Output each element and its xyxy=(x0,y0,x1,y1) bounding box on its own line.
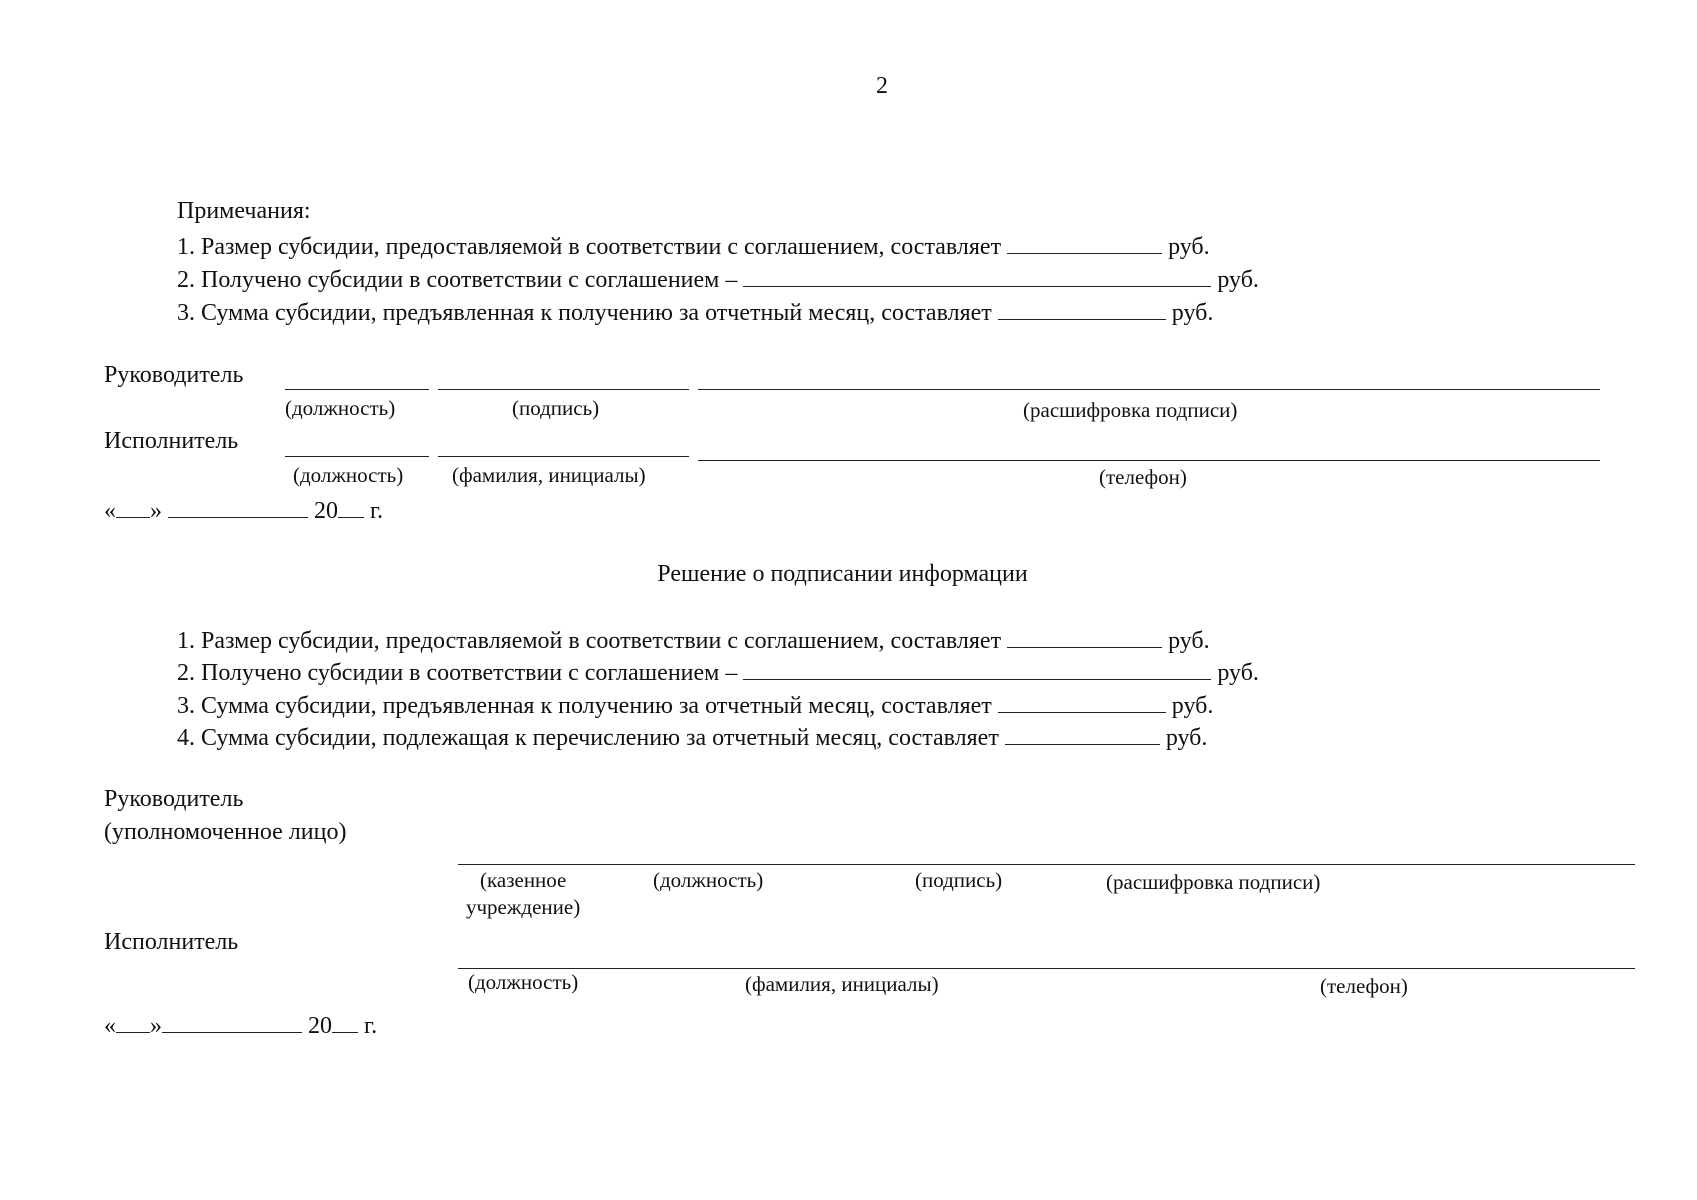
head-signature-line-top[interactable] xyxy=(438,389,689,390)
decision-item-4 xyxy=(177,722,1207,752)
head-position-line-top[interactable] xyxy=(285,389,429,390)
date-bottom-day-blank[interactable] xyxy=(116,1010,150,1033)
decision-item-3-text: 3. Сумма субсидии, предъявленная к получению за отчетный месяц, составляет xyxy=(177,693,992,719)
date-bottom-year-suffix: г. xyxy=(364,1013,378,1039)
notes-item-1-text: 1. Размер субсидии, предоставляемой в соответствии с соглашением, составляет xyxy=(177,234,1002,260)
decision-item-4-unit: руб. xyxy=(1165,725,1208,751)
decision-item-1 xyxy=(177,625,1210,655)
executor-caption-phone-bottom: (телефон) xyxy=(1320,974,1408,998)
executor-name-line-top[interactable] xyxy=(438,456,689,457)
notes-item-2-unit: руб. xyxy=(1217,267,1259,293)
head-caption-institution-bottom: (казенное xyxy=(480,868,567,892)
date-top xyxy=(104,495,383,525)
decision-item-2 xyxy=(177,657,1259,687)
decision-item-1-blank[interactable] xyxy=(1007,625,1162,648)
head-caption-signature-bottom: (подпись) xyxy=(915,868,1003,892)
decision-item-3-blank[interactable] xyxy=(998,690,1166,713)
decision-item-4-blank[interactable] xyxy=(1005,722,1160,745)
head-label-top: Руководитель xyxy=(104,362,244,388)
decision-item-1-text: 1. Размер субсидии, предоставляемой в соответствии с соглашением, составляет xyxy=(177,628,1002,654)
executor-label-top: Исполнитель xyxy=(104,428,239,454)
notes-item-3-unit: руб. xyxy=(1171,300,1214,326)
date-top-close: » xyxy=(150,498,162,524)
notes-item-3-text: 3. Сумма субсидии, предъявленная к получению за отчетный месяц, составляет xyxy=(177,300,992,326)
executor-position-line-top[interactable] xyxy=(285,456,429,457)
notes-item-1 xyxy=(177,231,1210,261)
decision-item-2-text: 2. Получено субсидии в соответствии с соглашением – xyxy=(177,660,738,686)
head-caption-decoding-top: (расшифровка подписи) xyxy=(1023,398,1238,422)
date-top-month-blank[interactable] xyxy=(168,495,308,518)
decision-item-3 xyxy=(177,690,1213,720)
head-label-bottom: Руководитель xyxy=(104,786,244,812)
date-top-year-blank[interactable] xyxy=(338,495,364,518)
executor-caption-position-top: (должность) xyxy=(293,463,404,487)
notes-title: Примечания: xyxy=(177,198,311,224)
executor-caption-name-bottom: (фамилия, инициалы) xyxy=(745,972,939,996)
date-bottom-year-blank[interactable] xyxy=(332,1010,358,1033)
notes-item-3-blank[interactable] xyxy=(998,297,1166,320)
notes-item-1-unit: руб. xyxy=(1168,234,1210,260)
head-caption-position-bottom: (должность) xyxy=(653,868,764,892)
date-bottom-year-prefix: 20 xyxy=(308,1013,332,1039)
decision-item-2-blank[interactable] xyxy=(743,657,1211,680)
decision-item-2-unit: руб. xyxy=(1217,660,1259,686)
date-top-year-suffix: г. xyxy=(370,498,384,524)
notes-item-2-text: 2. Получено субсидии в соответствии с соглашением – xyxy=(177,267,738,293)
executor-caption-phone-top: (телефон) xyxy=(1099,465,1187,489)
decision-item-1-unit: руб. xyxy=(1168,628,1210,654)
head-caption-decoding-bottom: (расшифровка подписи) xyxy=(1106,870,1321,894)
date-bottom xyxy=(104,1010,377,1040)
decision-title: Решение о подписании информации xyxy=(657,561,1028,587)
date-top-open: « xyxy=(104,498,116,524)
notes-item-1-blank[interactable] xyxy=(1007,231,1162,254)
executor-line-bottom[interactable] xyxy=(458,968,1635,969)
head-caption-position-top: (должность) xyxy=(285,396,396,420)
executor-caption-position-bottom: (должность) xyxy=(468,970,579,994)
decision-item-4-text: 4. Сумма субсидии, подлежащая к перечислению за отчетный месяц, составляет xyxy=(177,725,999,751)
executor-label-bottom: Исполнитель xyxy=(104,929,239,955)
executor-caption-name-top: (фамилия, инициалы) xyxy=(452,463,646,487)
executor-phone-line-top[interactable] xyxy=(698,460,1600,461)
decision-item-3-unit: руб. xyxy=(1171,693,1214,719)
head-caption-institution-bottom-2: учреждение) xyxy=(466,895,581,919)
head-caption-signature-top: (подпись) xyxy=(512,396,600,420)
head-decoding-line-top[interactable] xyxy=(698,389,1600,390)
date-top-day-blank[interactable] xyxy=(116,495,150,518)
date-bottom-month-blank[interactable] xyxy=(162,1010,302,1033)
head-signature-line-bottom[interactable] xyxy=(458,864,1635,865)
date-top-year-prefix: 20 xyxy=(314,498,338,524)
date-bottom-open: « xyxy=(104,1013,116,1039)
notes-item-2-blank[interactable] xyxy=(743,264,1211,287)
date-bottom-close: » xyxy=(150,1013,162,1039)
head-label-bottom-sub: (уполномоченное лицо) xyxy=(104,819,347,845)
notes-item-2 xyxy=(177,264,1259,294)
page-number: 2 xyxy=(876,73,888,99)
notes-item-3 xyxy=(177,297,1213,327)
